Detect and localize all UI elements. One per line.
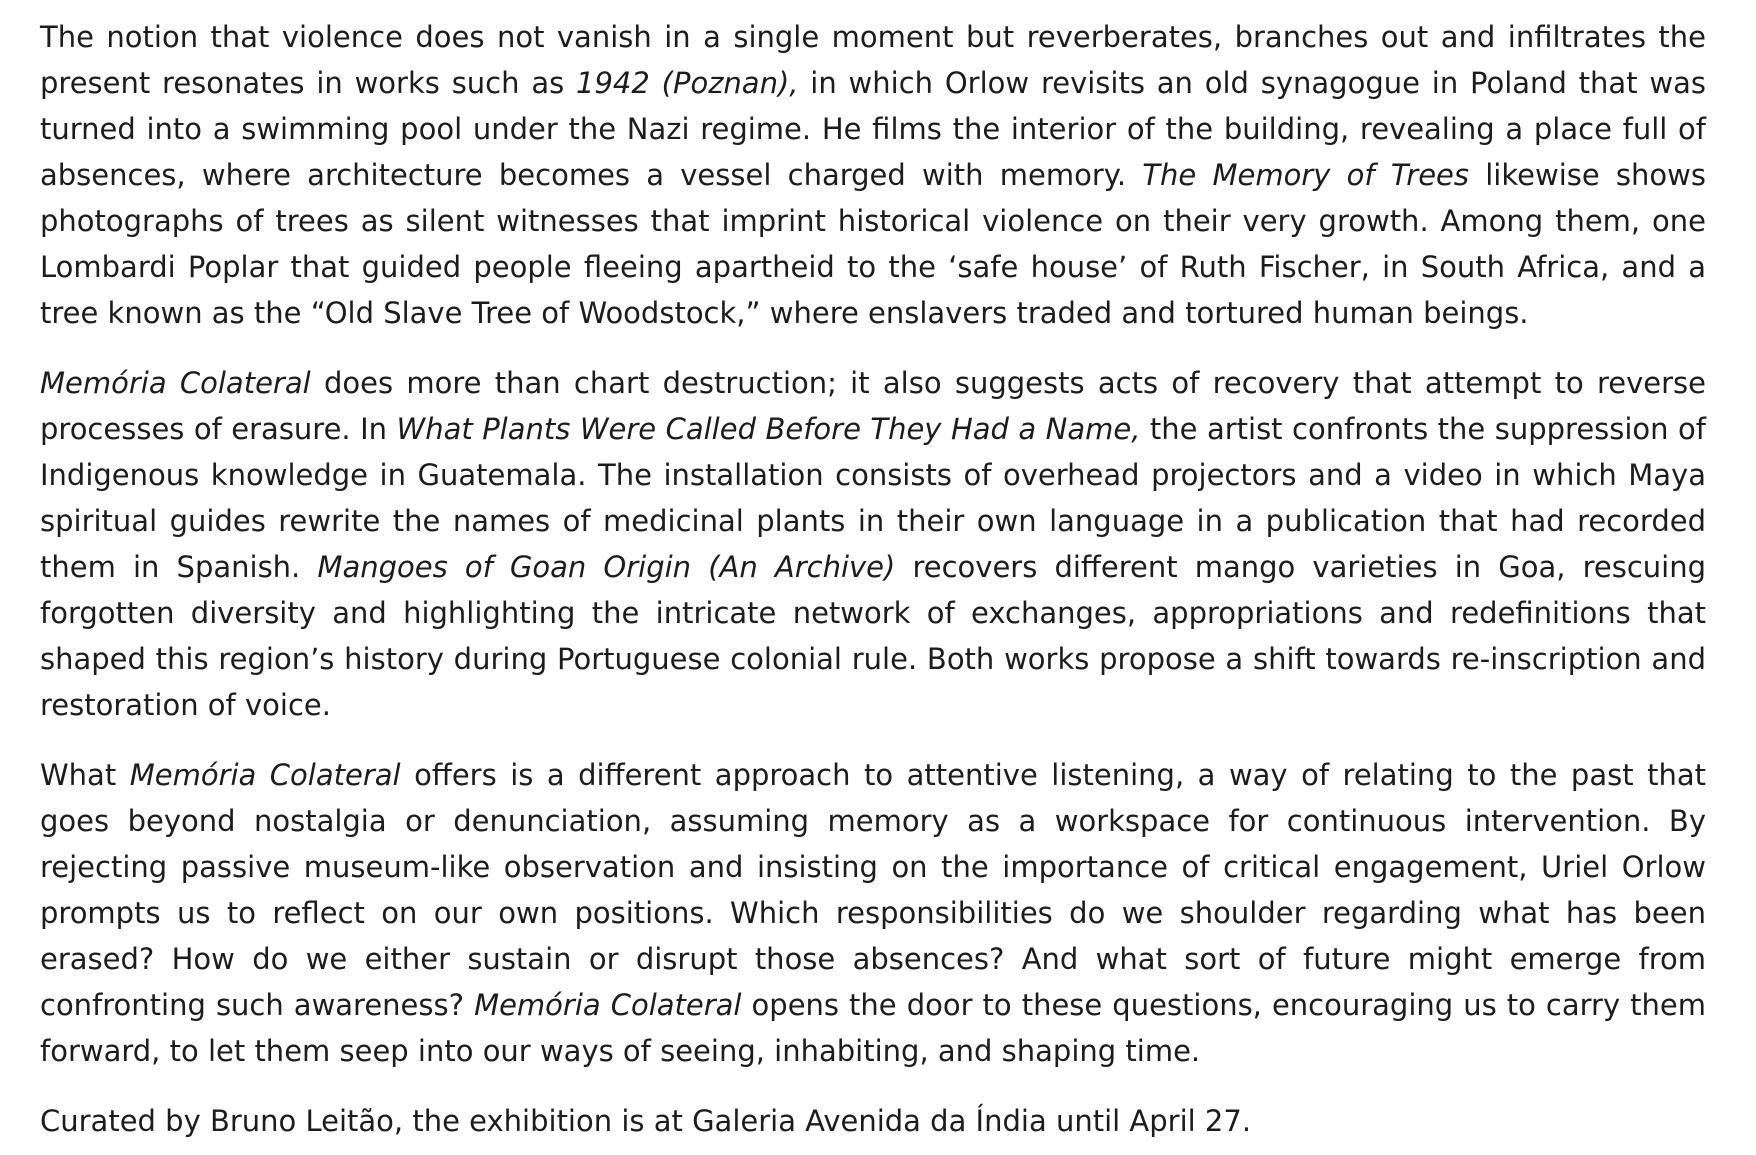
- paragraph-3-text: What: [40, 758, 130, 792]
- exhibition-title: Memória Colateral: [40, 366, 311, 400]
- article-body: [40, 14, 1706, 1144]
- paragraph-2-text: recovers different mango varieties in Goa, rescuing forgotten diversity and highlighting the intricate network of exchanges, appropriations and redefinitions that shaped this region’s history during Portuguese colonial rule. Both works propose a shift towards re-inscription and restoration of voice.: [40, 550, 1707, 722]
- paragraph-1-text: in which Orlow revisits an old synagogue in Poland that was turned into a swimming pool under the Nazi regime. He films the interior of the building, revealing a place full of absences, where architecture becomes a vessel charged with memory.: [40, 66, 1706, 192]
- paragraph-2-text: the artist confronts the suppression of Indigenous knowledge in Guatemala. The installation consists of overhead projectors and a video in which Maya spiritual guides rewrite the names of medicinal plants in their own language in a publication that had recorded them in Spanish.: [40, 412, 1706, 584]
- paragraph-1: [40, 14, 1706, 336]
- paragraph-2-text: does more than chart destruction; it also suggests acts of recovery that attempt to reverse processes of erasure. In: [40, 366, 1706, 446]
- work-title-what-plants: What Plants Were Called Before They Had a Name,: [396, 412, 1141, 446]
- work-title-mangoes: Mangoes of Goan Origin (An Archive): [317, 550, 896, 584]
- exhibition-title: Memória Colateral: [474, 988, 742, 1022]
- work-title-1942-poznan: 1942 (Poznan),: [576, 66, 799, 100]
- paragraph-3: [40, 752, 1706, 1074]
- curator-credit: Curated by Bruno Leitão, the exhibition is at Galeria Avenida da Índia until April 27.: [40, 1104, 1252, 1138]
- paragraph-1-text: The notion that violence does not vanish in a single moment but reverberates, branches out and infiltrates the present resonates in works such as: [40, 20, 1706, 100]
- paragraph-1-text: likewise shows photographs of trees as silent witnesses that imprint historical violence on their very growth. Among them, one Lombardi Poplar that guided people fleeing apartheid to the ‘safe house’ of Ruth Fischer, in South Africa, and a tree known as the “Old Slave Tree of Woodstock,” where enslavers traded and tortured human beings.: [40, 158, 1706, 330]
- paragraph-3-text: opens the door to these questions, encouraging us to carry them forward, to let them seep into our ways of seeing, inhabiting, and shaping time.: [40, 988, 1706, 1068]
- paragraph-4: [40, 1098, 1706, 1144]
- work-title-memory-of-trees: The Memory of Trees: [1142, 158, 1470, 192]
- exhibition-title: Memória Colateral: [129, 758, 401, 792]
- paragraph-2: [40, 360, 1706, 728]
- paragraph-3-text: offers is a different approach to attentive listening, a way of relating to the past that goes beyond nostalgia or denunciation, assuming memory as a workspace for continuous intervention. By rejecting passive museum-like observation and insisting on the importance of critical engagement, Uriel Orlow prompts us to reflect on our own positions. Which responsibilities do we shoulder regarding what has been erased? How do we either sustain or disrupt those absences? And what sort of future might emerge from confronting such awareness?: [40, 758, 1706, 1022]
